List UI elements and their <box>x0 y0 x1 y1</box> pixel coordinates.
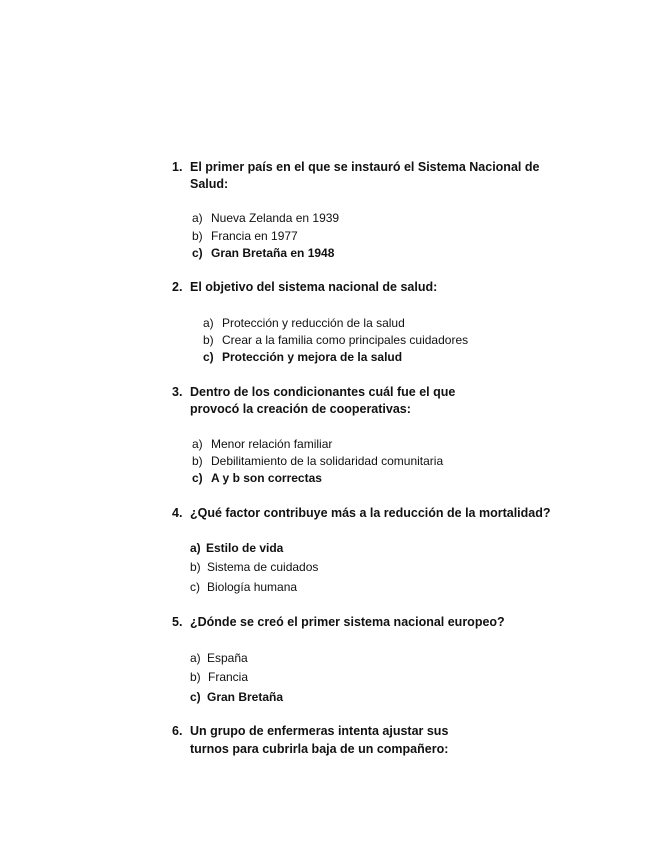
question-4-number: 4. <box>172 506 183 520</box>
question-2-number: 2. <box>172 280 183 294</box>
option-label: c) <box>190 690 201 704</box>
question-6-text-line-2: turnos para cubrirla baja de un compañero: <box>190 742 449 756</box>
question-4-text: ¿Qué factor contribuye más a la reducción de la mortalidad? <box>190 506 551 520</box>
question-3-text-line-1: Dentro de los condicionantes cuál fue el que <box>190 385 456 399</box>
question-3-number: 3. <box>172 385 183 399</box>
question-4-option-b <box>190 559 318 576</box>
question-2-text: El objetivo del sistema nacional de salud: <box>190 280 438 294</box>
question-5-text: ¿Dónde se creó el primer sistema nacional europeo? <box>190 615 505 629</box>
question-6-text-line-1: Un grupo de enfermeras intenta ajustar sus <box>190 724 449 738</box>
question-3-option-b <box>192 453 443 470</box>
option-text: Francia en 1977 <box>211 229 298 243</box>
option-text: Crear a la familia como principales cuidadores <box>222 333 469 347</box>
question-1-number: 1. <box>172 160 183 174</box>
option-label: a) <box>203 316 214 330</box>
option-label: b) <box>190 560 201 574</box>
question-1-text: El primer país en el que se instauró el Sistema Nacional de Salud: <box>190 160 540 191</box>
question-2-option-c <box>203 349 402 366</box>
option-text: Protección y mejora de la salud <box>222 350 403 364</box>
option-label: b) <box>192 229 203 243</box>
option-text: Francia <box>208 670 249 684</box>
option-text: Estilo de vida <box>206 541 284 555</box>
question-5-option-c <box>190 689 283 706</box>
option-text: Nueva Zelanda en 1939 <box>211 211 340 225</box>
question-5-option-a <box>190 650 248 667</box>
option-label: c) <box>192 246 203 260</box>
question-4-option-a <box>190 540 283 557</box>
option-label: c) <box>190 580 200 594</box>
option-label: c) <box>192 471 203 485</box>
option-text: Gran Bretaña en 1948 <box>211 246 335 260</box>
option-label: a) <box>190 651 201 665</box>
question-1-option-b <box>192 228 298 245</box>
question-2-option-a <box>203 315 405 332</box>
question-6-number: 6. <box>172 724 183 738</box>
option-label: a) <box>190 541 201 555</box>
option-label: a) <box>192 437 203 451</box>
question-3-text-line-2: provocó la creación de cooperativas: <box>190 402 411 416</box>
option-text: Gran Bretaña <box>207 690 284 704</box>
option-text: Biología humana <box>207 580 298 594</box>
question-3-option-c <box>192 470 322 487</box>
option-text: Debilitamiento de la solidaridad comunitaria <box>211 454 444 468</box>
option-text: A y b son correctas <box>211 471 322 485</box>
question-4-option-c <box>190 579 297 596</box>
option-text: España <box>207 651 248 665</box>
option-text: Sistema de cuidados <box>207 560 319 574</box>
question-5-option-b <box>190 669 248 686</box>
question-1-option-c <box>192 245 334 262</box>
question-5-number: 5. <box>172 615 183 629</box>
option-text: Protección y reducción de la salud <box>222 316 405 330</box>
option-label: b) <box>192 454 203 468</box>
option-label: a) <box>192 211 203 225</box>
question-3-option-a <box>192 436 332 453</box>
question-2-option-b <box>203 332 468 349</box>
option-label: b) <box>190 670 201 684</box>
option-text: Menor relación familiar <box>211 437 333 451</box>
option-label: b) <box>203 333 214 347</box>
option-label: c) <box>203 350 214 364</box>
question-1-option-a <box>192 210 339 227</box>
